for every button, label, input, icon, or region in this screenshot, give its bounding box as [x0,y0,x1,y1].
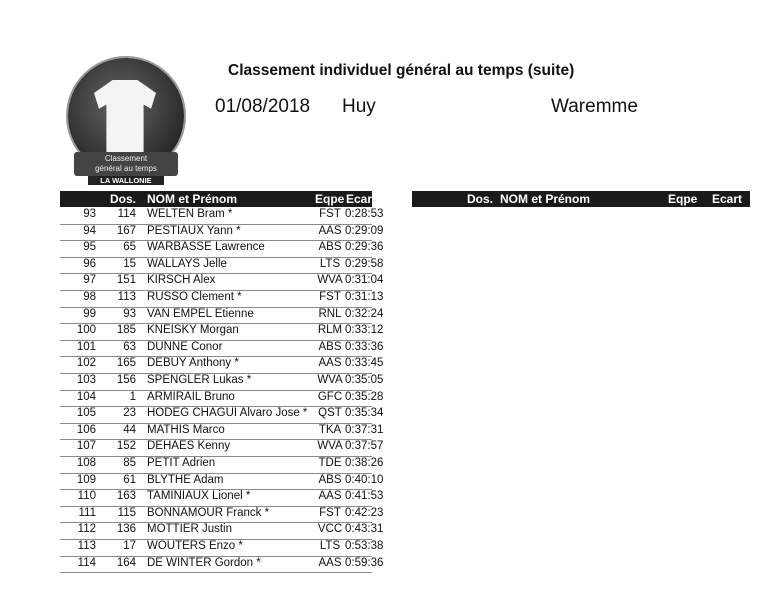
cell-rank: 94 [83,224,96,237]
cell-dos: 136 [116,523,136,536]
cell-rank: 111 [78,506,96,519]
cell-name: SPENGLER Lukas * [147,374,252,386]
header-name: NOM et Prénom [147,192,238,206]
stage-finish: Waremme [551,96,638,117]
cell-gap: 0:53:38 [345,540,384,552]
table-row [60,356,384,374]
cell-team: GFC [317,390,343,403]
cell-rank: 105 [76,407,96,420]
table-row [60,522,384,540]
cell-gap: 0:31:04 [345,274,384,287]
cell-name: MATHIS Marco [147,423,225,436]
header-dos: Dos. [467,192,494,206]
table-row [60,439,384,457]
cell-dos: 164 [116,556,136,569]
cell-gap: 0:28:53 [345,208,384,220]
cell-dos: 85 [123,457,136,469]
cell-rank: 106 [76,423,96,436]
cell-dos: 61 [123,473,136,486]
cell-name: KIRSCH Alex [147,274,216,287]
jersey-logo [66,58,188,184]
cell-dos: 17 [123,540,136,552]
table-row [60,307,384,325]
header-team: Eqpe [315,192,345,206]
cell-gap: 0:32:24 [345,307,384,320]
cell-team: FST [319,506,341,519]
cell-team: ABS [318,473,342,486]
cell-name: WALLAYS Jelle [147,257,227,270]
cell-dos: 15 [123,257,136,270]
cell-name: VAN EMPEL Etienne [147,307,254,320]
cell-dos: 156 [116,374,136,386]
cell-rank: 112 [77,523,96,536]
table-row [60,456,384,474]
table-row [60,406,384,424]
header-gap: Ecart [712,192,743,206]
cell-gap: 0:35:05 [345,374,384,386]
header-dos: Dos. [109,192,136,206]
cell-rank: 99 [83,307,96,320]
cell-gap: 0:37:57 [345,440,384,453]
cell-gap: 0:43:31 [345,523,384,536]
cell-dos: 1 [129,390,136,403]
cell-name: DE WINTER Gordon * [147,556,261,569]
cell-name: BLYTHE Adam [147,473,224,486]
cell-rank: 95 [83,241,96,254]
cell-team: WVA [317,374,343,386]
logo-line1: Classement [104,154,148,163]
cell-rank: 110 [77,490,96,503]
cell-team: FST [319,291,341,303]
cell-team: RNL [318,307,342,320]
logo-sponsor: LA WALLONIE [88,176,164,185]
cell-name: DEHAES Kenny [147,440,231,453]
cell-rank: 109 [76,473,96,486]
cell-name: WOUTERS Enzo * [147,540,243,552]
table-row [60,290,384,308]
table-row [60,257,384,275]
cell-name: TAMINIAUX Lionel * [147,490,251,503]
cell-dos: 163 [116,490,136,503]
cell-team: RLM [317,324,343,337]
cell-gap: 0:33:45 [345,357,384,370]
cell-rank: 104 [76,390,96,403]
cell-rank: 100 [76,324,96,337]
cell-dos: 152 [116,440,136,453]
cell-dos: 165 [116,357,136,370]
cell-rank: 97 [83,274,96,287]
cell-dos: 23 [123,407,136,420]
cell-dos: 63 [123,340,136,353]
cell-rank: 113 [77,540,96,552]
table-row [60,340,384,358]
cell-team: LTS [319,257,341,270]
cell-gap: 0:33:36 [345,340,384,353]
cell-dos: 93 [123,307,136,320]
cell-name: ARMIRAIL Bruno [147,390,235,403]
table-row [60,273,384,291]
cell-team: AAS [318,357,342,370]
cell-gap: 0:35:34 [345,407,384,420]
table-row [60,224,384,242]
cell-name: PESTIAUX Yann * [147,224,241,237]
cell-name: RUSSO Clement * [147,291,242,303]
cell-team: ABS [318,340,342,353]
cell-team: AAS [318,556,342,569]
table-row [60,240,384,258]
cell-team: TDE [318,457,342,469]
cell-rank: 101 [76,340,96,353]
table-row [60,373,384,391]
cell-name: MOTTIER Justin [147,523,232,536]
cell-name: HODEG CHAGUI Alvaro Jose * [147,407,308,420]
table-row [60,423,384,441]
cell-team: AAS [318,224,342,237]
cell-gap: 0:33:12 [345,324,384,337]
cell-gap: 0:37:31 [345,423,384,436]
cell-gap: 0:29:09 [345,224,384,237]
cell-dos: 113 [117,291,136,303]
cell-name: WELTEN Bram * [147,208,233,220]
cell-dos: 44 [123,423,136,436]
stage-date: 01/08/2018 [215,96,311,117]
header-gap: Ecart [346,192,377,206]
cell-team: WVA [317,274,343,287]
cell-team: WVA [317,440,343,453]
cell-team: TKA [318,423,342,436]
page-title: Classement individuel général au temps (suite) [228,62,575,79]
cell-gap: 0:38:26 [345,457,384,469]
logo-line2: général au temps [95,164,157,173]
cell-rank: 93 [83,208,96,220]
cell-gap: 0:42:23 [345,506,384,519]
table-row [60,207,384,225]
table-row [60,506,384,524]
table-row [60,489,384,507]
cell-name: DEBUY Anthony * [147,357,239,370]
cell-team: FST [319,208,341,220]
table-row [60,556,384,574]
stage-start: Huy [342,96,376,117]
cell-name: DUNNE Conor [147,340,223,353]
cell-rank: 114 [77,556,96,569]
cell-dos: 167 [116,224,136,237]
cell-dos: 114 [117,208,136,220]
header-name: NOM et Prénom [500,192,591,206]
cell-gap: 0:29:58 [345,257,384,270]
cell-dos: 185 [116,324,136,337]
cell-name: BONNAMOUR Franck * [147,506,270,519]
cell-gap: 0:29:36 [345,241,384,254]
cell-team: LTS [319,540,341,552]
cell-dos: 115 [117,506,136,519]
table-header-right [412,191,750,207]
header-team: Eqpe [668,192,698,206]
cell-team: QST [318,407,342,420]
cell-gap: 0:40:10 [345,473,384,486]
cell-name: KNEISKY Morgan [147,324,239,337]
cell-rank: 103 [76,374,96,386]
cell-gap: 0:41:53 [345,490,384,503]
cell-dos: 65 [123,241,136,254]
cell-team: ABS [318,241,342,254]
cell-rank: 98 [83,291,96,303]
logo-badge [74,152,178,176]
table-header-left [60,191,377,207]
table-row [60,323,384,341]
cell-team: VCC [317,523,343,536]
cell-dos: 151 [116,274,136,287]
cell-rank: 96 [83,257,96,270]
cell-rank: 107 [76,440,96,453]
table-row [60,473,384,491]
cell-name: PETIT Adrien [147,457,216,469]
cell-gap: 0:31:13 [345,291,384,303]
cell-name: WARBASSE Lawrence [147,241,265,254]
cell-gap: 0:59:36 [345,556,384,569]
cell-rank: 102 [76,357,96,370]
table-row [60,390,384,408]
cell-team: AAS [318,490,342,503]
cell-gap: 0:35:28 [345,390,384,403]
cell-rank: 108 [76,457,96,469]
table-row [60,539,384,557]
